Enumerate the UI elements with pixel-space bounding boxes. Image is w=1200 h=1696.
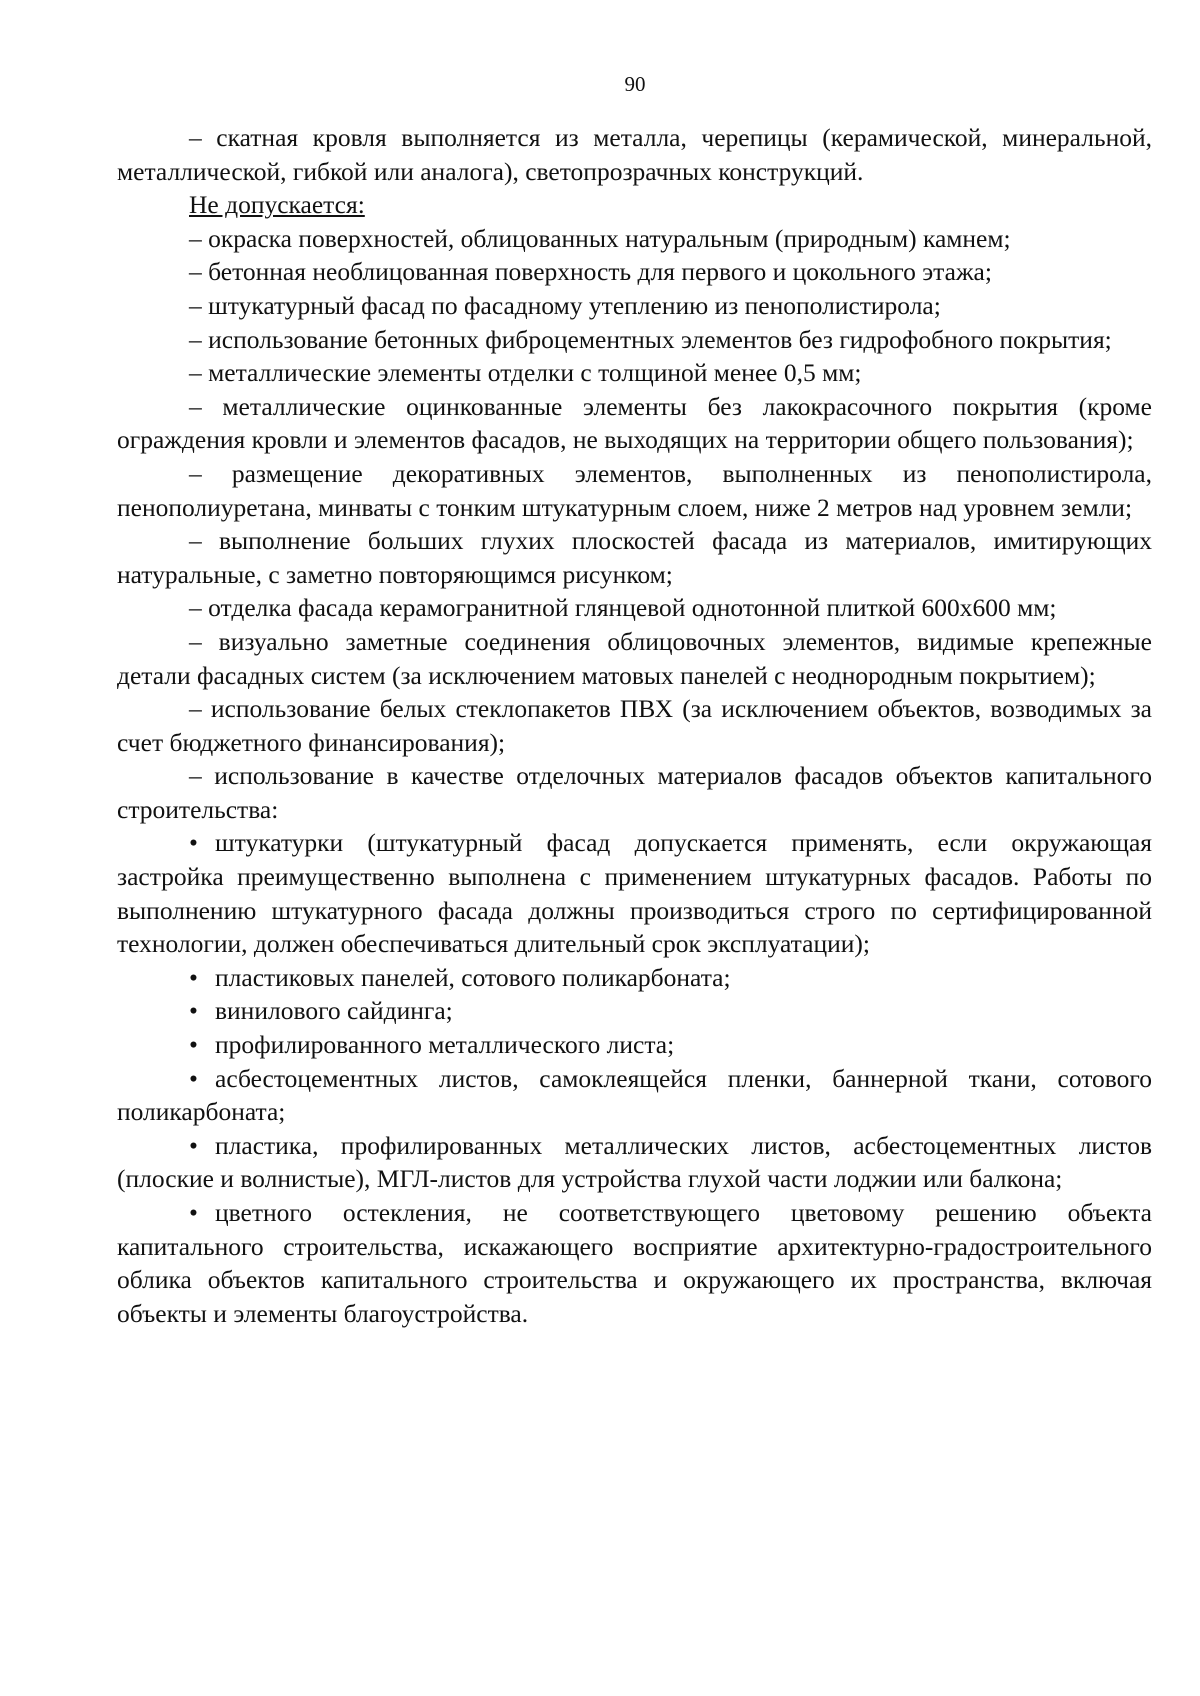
list-item: – бетонная необлицованная поверхность для первого и цокольного этажа; [189,257,992,287]
bullet-item [117,826,1152,960]
bullet-icon: • [189,1130,198,1160]
list-item: – размещение декоративных элементов, выполненных из пенополистирола, пенополиуретана, минваты с тонким штукатурным слоем, ниже 2 метров над уровнем земли; [117,458,1152,522]
section-heading [117,188,1152,222]
bullet-text: штукатурки (штукатурный фасад допускается применять, если окружающая застройка преимущественно выполнена с применением штукатурных фасадов. Работы по выполнению штукатурного фасада должны производиться строго по сертифицированной технологии, должен обеспечиваться длительный срок эксплуатации); [117,828,1152,959]
bullet-item [117,1129,1152,1196]
bullet-text: асбестоцементных листов, самоклеящейся пленки, баннерной ткани, сотового поликарбоната; [117,1063,1152,1127]
list-item: – отделка фасада керамогранитной глянцевой однотонной плиткой 600х600 мм; [189,593,1057,623]
not-allowed-heading: Не допускается: [189,190,365,220]
bullet-text: пластика, профилированных металлических листов, асбестоцементных листов (плоские и волнистые), МГЛ-листов для устройства глухой части лоджии или балкона; [117,1130,1152,1194]
bullet-text: пластиковых панелей, сотового поликарбоната; [215,962,731,992]
bullet-icon: • [189,1198,198,1227]
list-item: – визуально заметные соединения облицовочных элементов, видимые крепежные детали фасадных систем (за исключением матовых панелей с неоднородным покрытием); [117,626,1152,690]
bullet-text: профилированного металлического листа; [215,1030,675,1060]
paragraph-roof: – скатная кровля выполняется из металла, черепицы (керамической, минеральной, металлической, гибкой или аналога), светопрозрачных конструкций. [117,123,1152,186]
page-number: 90 [624,72,646,96]
bullet-icon: • [189,828,198,858]
bullet-item [117,994,1152,1028]
list-item: – штукатурный фасад по фасадному утеплению из пенополистирола; [189,290,941,320]
list-item: – использование белых стеклопакетов ПВХ (за исключением объектов, возводимых за счет бюджетного финансирования); [117,694,1152,757]
list-item: – использование в качестве отделочных материалов фасадов объектов капитального строительства: [117,761,1152,824]
bullet-item [117,961,1152,995]
bullet-text: винилового сайдинга; [215,996,453,1026]
list-item: – окраска поверхностей, облицованных натуральным (природным) камнем; [189,223,1011,253]
bullet-icon: • [189,1030,198,1060]
bullet-icon: • [189,1063,198,1093]
bullet-item [117,1062,1152,1129]
document-body [117,121,1152,1330]
bullet-item [117,1196,1152,1330]
list-item: – металлические оцинкованные элементы без лакокрасочного покрытия (кроме ограждения кровли и элементов фасадов, не выходящих на территории общего пользования); [117,391,1152,455]
bullet-text: цветного остекления, не соответствующего цветовому решению объекта капитального строительства, искажающего восприятие архитектурно-градостроительного облика объектов капитального строительства и окружающего их пространства, включая объекты и элементы благоустройства. [117,1198,1152,1328]
bullet-icon: • [189,962,198,992]
list-item: – металлические элементы отделки с толщиной менее 0,5 мм; [189,358,862,388]
bullet-icon: • [189,996,198,1026]
list-item: – выполнение больших глухих плоскостей фасада из материалов, имитирующих натуральные, с заметно повторяющимся рисунком; [117,526,1152,589]
list-item: – использование бетонных фиброцементных элементов без гидрофобного покрытия; [189,324,1112,354]
bullet-item [117,1028,1152,1062]
